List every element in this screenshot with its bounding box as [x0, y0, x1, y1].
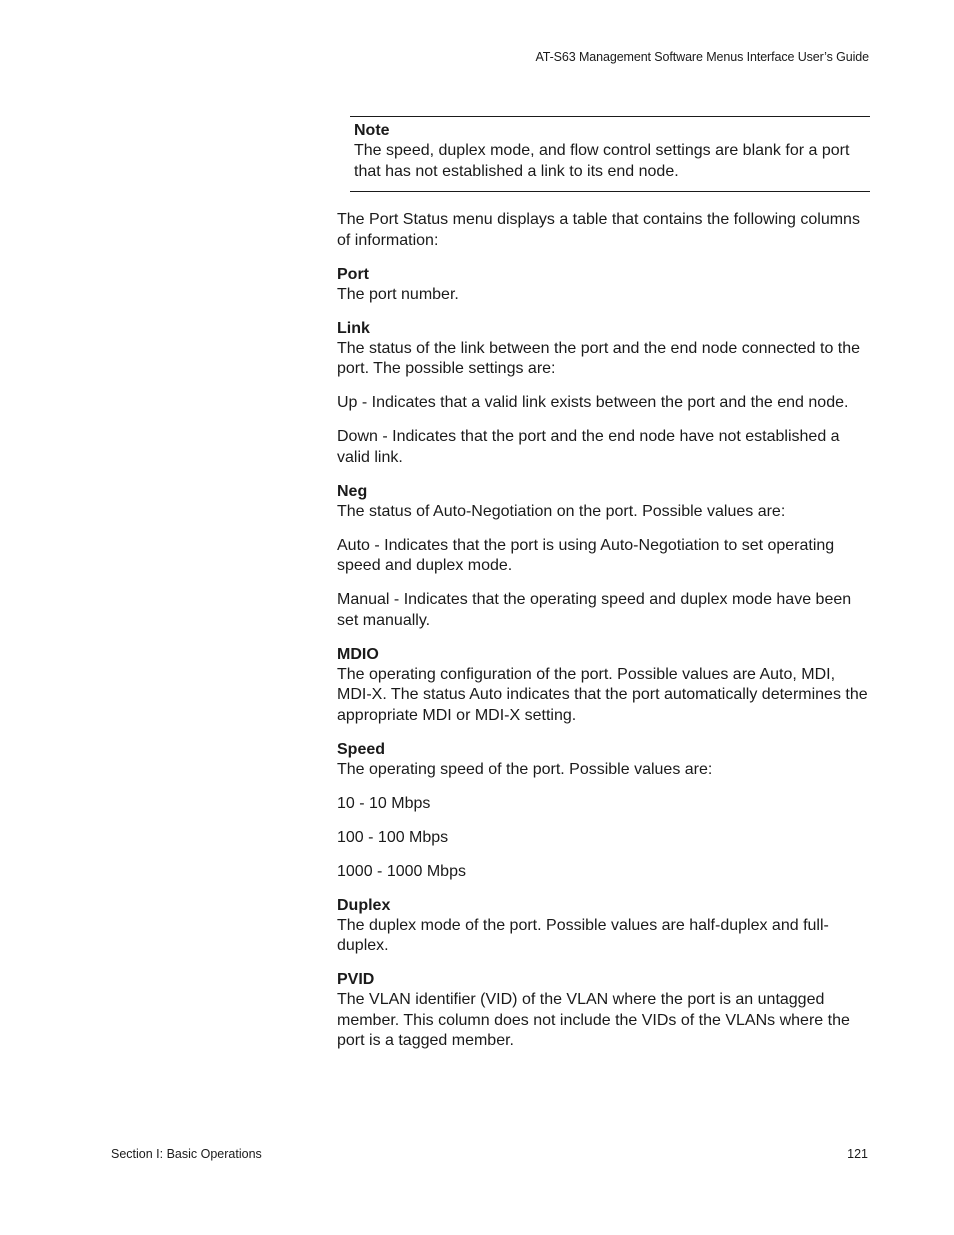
definition-paragraph: Auto - Indicates that the port is using Auto-Negotiation to set operating speed and duplex mode.: [337, 536, 835, 574]
definition-paragraph: The status of the link between the port and the end node connected to the port. The possible settings are:: [337, 339, 861, 377]
definition-paragraph: The status of Auto-Negotiation on the port. Possible values are:: [337, 502, 786, 520]
term-neg: Neg: [337, 482, 368, 500]
term-port: Port: [337, 265, 369, 283]
definition-paragraph: 1000 - 1000 Mbps: [337, 862, 466, 880]
definition-paragraph: The VLAN identifier (VID) of the VLAN where the port is an untagged member. This column does not include the VIDs of the VLANs where the port is a tagged member.: [337, 991, 850, 1049]
term-speed: Speed: [337, 740, 386, 758]
definition-paragraph: Up - Indicates that a valid link exists between the port and the end node.: [337, 394, 849, 411]
definition-paragraph: The port number.: [337, 285, 459, 303]
definition-paragraph: 10 - 10 Mbps: [337, 794, 431, 812]
definition-paragraph: Down - Indicates that the port and the end node have not established a valid link.: [337, 428, 840, 466]
body-column: [337, 210, 872, 1065]
footer-page-number: 121: [847, 1147, 868, 1161]
definition-paragraph: 100 - 100 Mbps: [337, 828, 449, 846]
term-mdio: MDIO: [337, 645, 379, 663]
note-text: The speed, duplex mode, and flow control settings are blank for a port that has not established a link to its end node.: [354, 142, 850, 180]
term-link: Link: [337, 319, 370, 337]
definition-paragraph: The duplex mode of the port. Possible values are half-duplex and full-duplex.: [337, 916, 829, 954]
definition-paragraph: The operating configuration of the port. Possible values are Auto, MDI, MDI-X. The status Auto indicates that the port automatically determines the appropriate MDI or MDI-X setting.: [337, 665, 868, 724]
note-box: [350, 116, 870, 192]
footer-section: Section I: Basic Operations: [111, 1147, 262, 1161]
running-header: AT-S63 Management Software Menus Interface User’s Guide: [535, 50, 869, 64]
intro-paragraph: The Port Status menu displays a table that contains the following columns of information:: [337, 211, 860, 249]
term-pvid: PVID: [337, 971, 375, 988]
note-title: Note: [354, 122, 390, 139]
definition-paragraph: The operating speed of the port. Possible values are:: [337, 760, 713, 778]
definition-paragraph: Manual - Indicates that the operating speed and duplex mode have been set manually.: [337, 591, 852, 629]
term-duplex: Duplex: [337, 896, 391, 914]
